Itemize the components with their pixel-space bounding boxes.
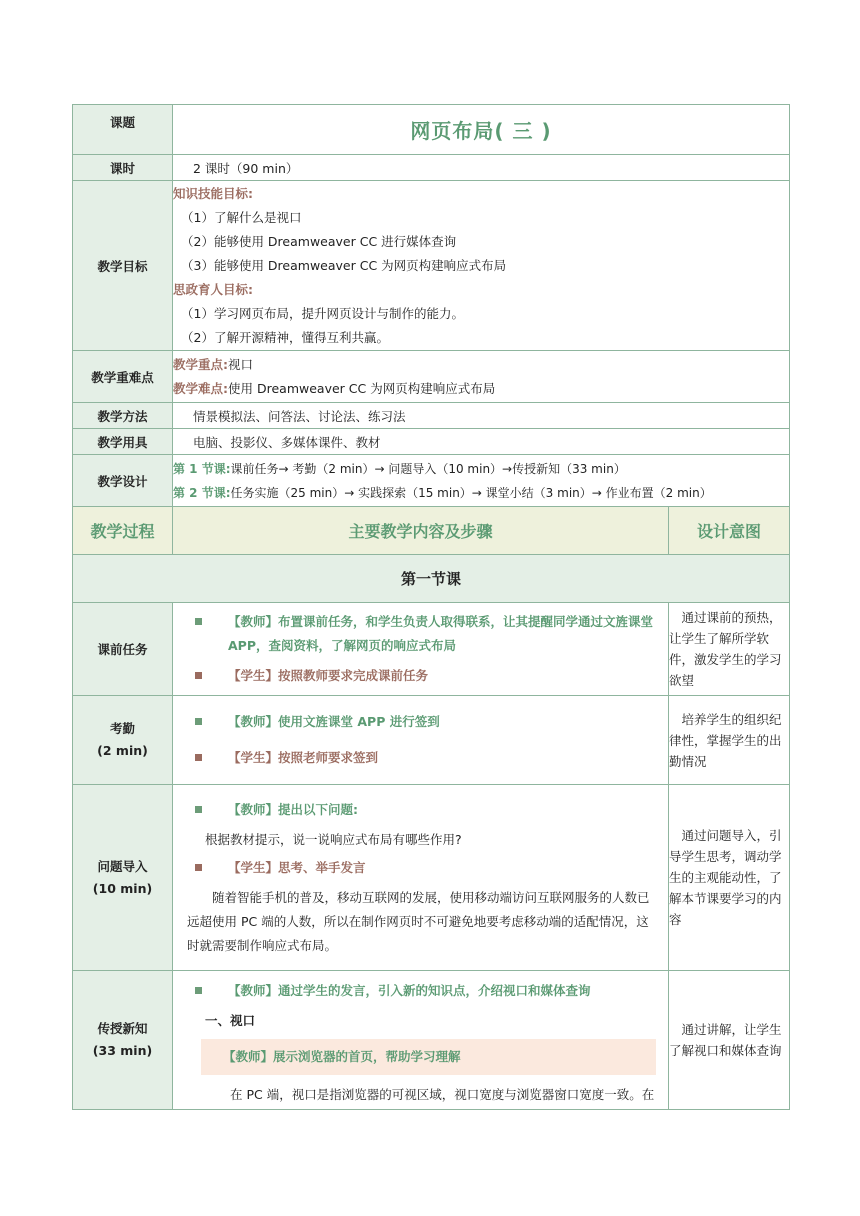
key-points-content [173,351,790,403]
newknow-time: (33 min) [92,1043,153,1058]
objectives-label: 教学目标 [73,181,173,351]
process-header-col3: 设计意图 [669,507,790,555]
key-points-label: 教学重难点 [73,351,173,403]
pretask-intent: 通过课前的预热，让学生了解所学软件，激发学生的学习欲望 [669,603,790,696]
pretask-content [173,603,669,696]
bullet-square-icon [195,864,202,871]
hours-label: 课时 [73,155,173,181]
newknow-shaded: 【教师】展示浏览器的首页，帮助学习理解 [201,1039,656,1075]
intro-answer: 随着智能手机的普及，移动互联网的发展，使用移动端访问互联网服务的人数已远超使用 PC 端的人数，所以在制作网页时不可避免地要考虑移动端的适配情况，这时就需要制作响应式布局。 [187,889,650,953]
difficulty-value: 使用 Dreamweaver CC 为网页构建响应式布局 [228,380,496,396]
difficulty-label: 教学难点: [173,380,228,396]
tools-value: 电脑、投影仪、多媒体课件、教材 [173,429,790,455]
skill-heading: 知识技能目标: [173,185,253,201]
focus-label: 教学重点: [173,356,228,372]
lesson2-value: 任务实施（25 min）→ 实践探索（15 min）→ 课堂小结（3 min）→ 作业布置（2 min） [230,485,712,500]
objectives-content [173,181,790,351]
intro-content [173,785,669,971]
design-content [173,455,790,507]
lesson1-label: 第 1 节课: [173,461,231,476]
skill-item: （3）能够使用 Dreamweaver CC 为网页构建响应式布局 [181,257,507,273]
process-header-col1: 教学过程 [73,507,173,555]
newknow-para: 在 PC 端，视口是指浏览器的可视区域，视口宽度与浏览器窗口宽度一致。在 [230,1087,655,1102]
intro-student: 【学生】思考、举手发言 [228,859,366,875]
newknow-content [173,971,669,1110]
topic-label: 课题 [73,105,173,155]
focus-value: 视口 [228,356,254,372]
newknow-teacher: 【教师】通过学生的发言，引入新的知识点，介绍视口和媒体查询 [228,983,591,998]
ideology-heading: 思政育人目标: [173,281,253,297]
attendance-intent: 培养学生的组织纪律性，掌握学生的出勤情况 [669,696,790,785]
attendance-label-cell [73,696,173,785]
intro-question: 根据教材提示，说一说响应式布局有哪些作用? [205,831,462,847]
attendance-content [173,696,669,785]
pretask-label: 课前任务 [73,603,173,696]
hours-value: 2 课时（90 min） [173,155,790,181]
attendance-time: (2 min) [97,743,148,758]
newknow-intent: 通过讲解，让学生了解视口和媒体查询 [669,971,790,1110]
process-header-col2: 主要教学内容及步骤 [173,507,669,555]
intro-time: (10 min) [92,880,153,896]
intro-label-cell [73,785,173,971]
bullet-square-icon [195,987,202,994]
newknow-section: 一、视口 [205,1013,256,1028]
lesson1-value: 课前任务→ 考勤（2 min）→ 问题导入（10 min）→传授新知（33 min） [230,461,626,476]
newknow-label: 传授新知 [97,1021,148,1036]
intro-intent: 通过问题导入，引导学生思考，调动学生的主观能动性，了解本节课要学习的内容 [669,785,790,971]
bullet-square-icon [195,806,202,813]
design-label: 教学设计 [73,455,173,507]
ideology-item: （2）了解开源精神，懂得互利共赢。 [181,329,389,345]
skill-item: （2）能够使用 Dreamweaver CC 进行媒体查询 [181,233,457,249]
lesson2-label: 第 2 节课: [173,485,231,500]
tools-label: 教学用具 [73,429,173,455]
pretask-teacher: 【教师】布置课前任务，和学生负责人取得联系，让其提醒同学通过文旌课堂 APP，查阅资料，了解网页的响应式布局 [228,614,654,653]
intro-teacher: 【教师】提出以下问题: [228,801,358,817]
bullet-square-icon [195,718,202,725]
newknow-label-cell [73,971,173,1110]
skill-item: （1）了解什么是视口 [181,209,302,225]
bullet-square-icon [195,754,202,761]
attendance-teacher: 【教师】使用文旌课堂 APP 进行签到 [228,714,440,729]
bullet-square-icon [195,618,202,625]
method-label: 教学方法 [73,403,173,429]
method-value: 情景模拟法、问答法、讨论法、练习法 [173,403,790,429]
intro-label: 问题导入 [97,858,148,874]
lesson-plan-table [72,104,790,1110]
attendance-student: 【学生】按照老师要求签到 [228,750,379,765]
attendance-label: 考勤 [109,721,135,736]
lesson-title: 第一节课 [73,555,790,603]
ideology-item: （1）学习网页布局，提升网页设计与制作的能力。 [181,305,464,321]
bullet-square-icon [195,672,202,679]
page-title: 网页布局( 三 ) [173,105,790,155]
pretask-student: 【学生】按照教师要求完成课前任务 [228,668,429,683]
